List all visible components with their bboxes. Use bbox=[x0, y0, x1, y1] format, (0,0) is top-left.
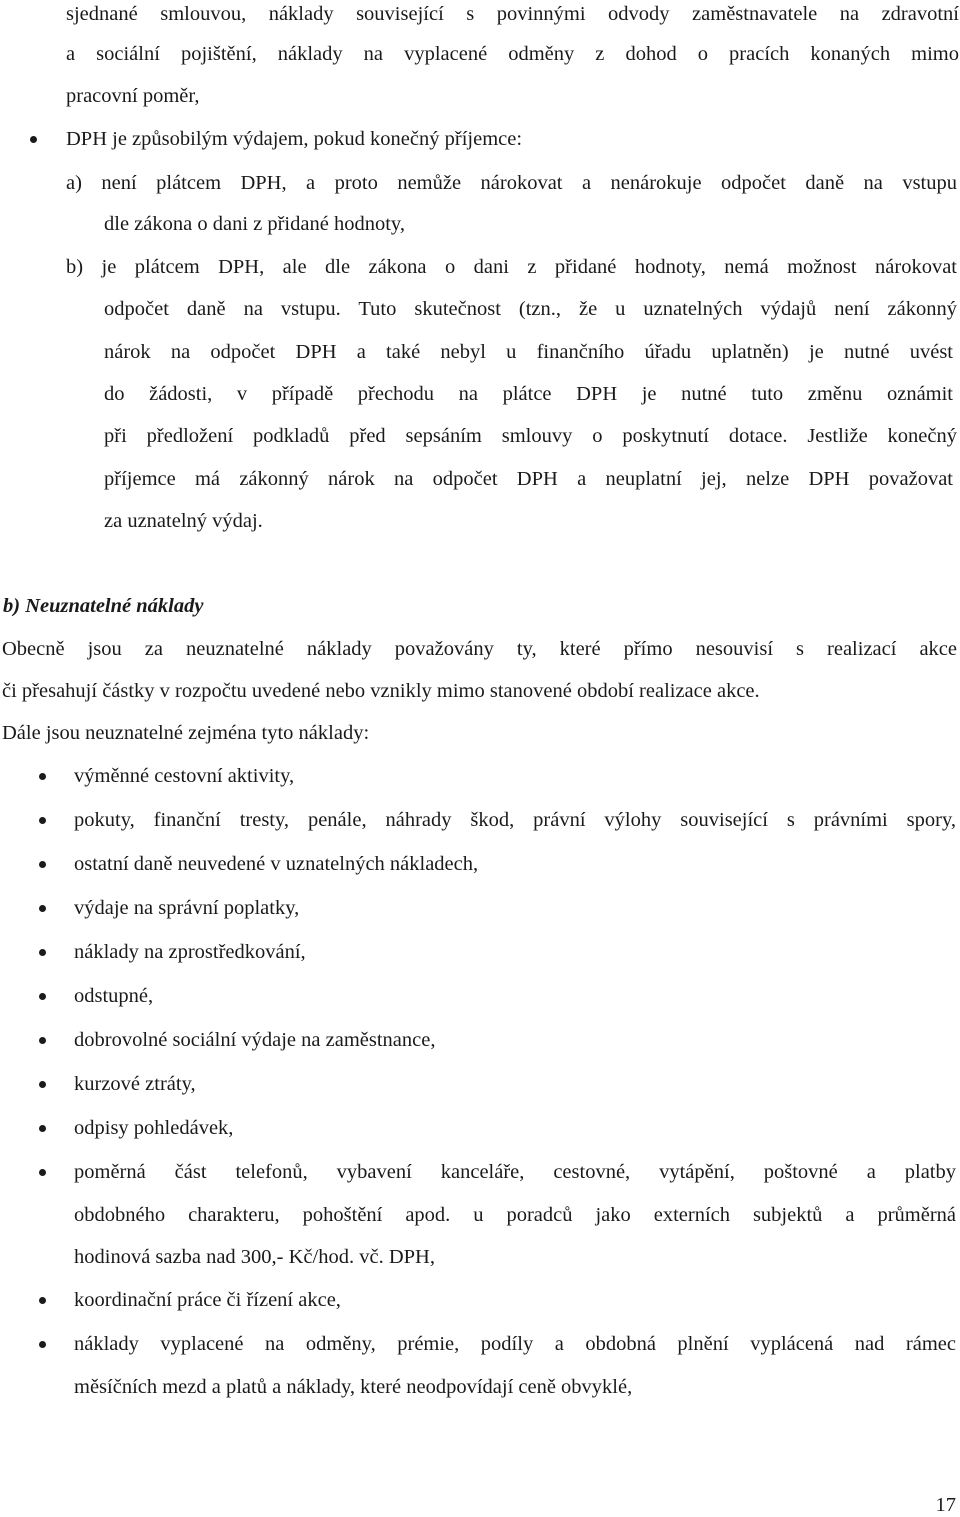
bullet-icon bbox=[39, 993, 46, 1000]
list-item-text: odstupné, bbox=[74, 985, 154, 1007]
list-item-text: koordinační práce či řízení akce, bbox=[74, 1289, 341, 1311]
option-b-line: odpočet daně na vstupu. Tuto skutečnost (tzn., že u uznatelných výdajů není zákonný bbox=[104, 298, 957, 320]
list-item-text: hodinová sazba nad 300,- Kč/hod. vč. DPH, bbox=[74, 1246, 435, 1268]
bullet-icon bbox=[39, 817, 46, 824]
option-a-line: a) není plátcem DPH, a proto nemůže nárokovat a nenárokuje odpočet daně na vstupu bbox=[66, 172, 957, 194]
list-item-text: odpisy pohledávek, bbox=[74, 1117, 234, 1139]
list-item-text: pokuty, finanční tresty, penále, náhrady škod, právní výlohy související s právními spory, bbox=[74, 809, 956, 831]
bullet-icon bbox=[39, 949, 46, 956]
option-b-line: příjemce má zákonný nárok na odpočet DPH a neuplatní jej, nelze DPH považovat bbox=[104, 468, 953, 490]
paragraph-line: pracovní poměr, bbox=[66, 85, 200, 107]
bullet-icon bbox=[39, 1125, 46, 1132]
option-b-line: při předložení podkladů před sepsáním smlouvy o poskytnutí dotace. Jestliže konečný bbox=[104, 425, 957, 447]
list-intro: Dále jsou neuznatelné zejména tyto náklady: bbox=[2, 722, 370, 744]
list-item-text: měsíčních mezd a platů a náklady, které neodpovídají ceně obvyklé, bbox=[74, 1376, 633, 1398]
option-b-line: za uznatelný výdaj. bbox=[104, 510, 263, 532]
list-item-text: výdaje na správní poplatky, bbox=[74, 897, 300, 919]
list-item-text: DPH je způsobilým výdajem, pokud konečný příjemce: bbox=[66, 128, 523, 150]
option-b-line: b) je plátcem DPH, ale dle zákona o dani z přidané hodnoty, nemá možnost nárokovat bbox=[66, 256, 957, 278]
bullet-icon bbox=[30, 136, 37, 143]
list-item-text: výměnné cestovní aktivity, bbox=[74, 765, 295, 787]
bullet-icon bbox=[39, 1081, 46, 1088]
paragraph-line: či přesahují částky v rozpočtu uvedené nebo vznikly mimo stanovené období realizace akce. bbox=[2, 680, 760, 702]
list-item-text: náklady na zprostředkování, bbox=[74, 941, 306, 963]
list-item-text: kurzové ztráty, bbox=[74, 1073, 196, 1095]
list-item-text: dobrovolné sociální výdaje na zaměstnance, bbox=[74, 1029, 436, 1051]
bullet-icon bbox=[39, 905, 46, 912]
list-item-text: ostatní daně neuvedené v uznatelných nákladech, bbox=[74, 853, 479, 875]
bullet-icon bbox=[39, 1037, 46, 1044]
option-b-line: nárok na odpočet DPH a také nebyl u finančního úřadu uplatněn) je nutné uvést bbox=[104, 341, 953, 363]
option-b-line: do žádosti, v případě přechodu na plátce DPH je nutné tuto změnu oznámit bbox=[104, 383, 953, 405]
bullet-icon bbox=[39, 1297, 46, 1304]
list-item-text: poměrná část telefonů, vybavení kanceláře, cestovné, vytápění, poštovné a platby bbox=[74, 1161, 956, 1183]
bullet-icon bbox=[39, 1341, 46, 1348]
paragraph-line: Obecně jsou za neuznatelné náklady považovány ty, které přímo nesouvisí s realizací akce bbox=[2, 638, 957, 660]
bullet-icon bbox=[39, 861, 46, 868]
paragraph-line: sjednané smlouvou, náklady související s povinnými odvody zaměstnavatele na zdravotní bbox=[66, 3, 959, 25]
option-a-line: dle zákona o dani z přidané hodnoty, bbox=[104, 213, 405, 235]
list-item-text: náklady vyplacené na odměny, prémie, podíly a obdobná plnění vyplácená nad rámec bbox=[74, 1333, 956, 1355]
page-number: 17 bbox=[935, 1494, 956, 1516]
list-item-text: obdobného charakteru, pohoštění apod. u poradců jako externích subjektů a průměrná bbox=[74, 1204, 956, 1226]
bullet-icon bbox=[39, 773, 46, 780]
bullet-icon bbox=[39, 1169, 46, 1176]
paragraph-line: a sociální pojištění, náklady na vyplacené odměny z dohod o pracích konaných mimo bbox=[66, 43, 959, 65]
section-heading: b) Neuznatelné náklady bbox=[3, 595, 204, 617]
